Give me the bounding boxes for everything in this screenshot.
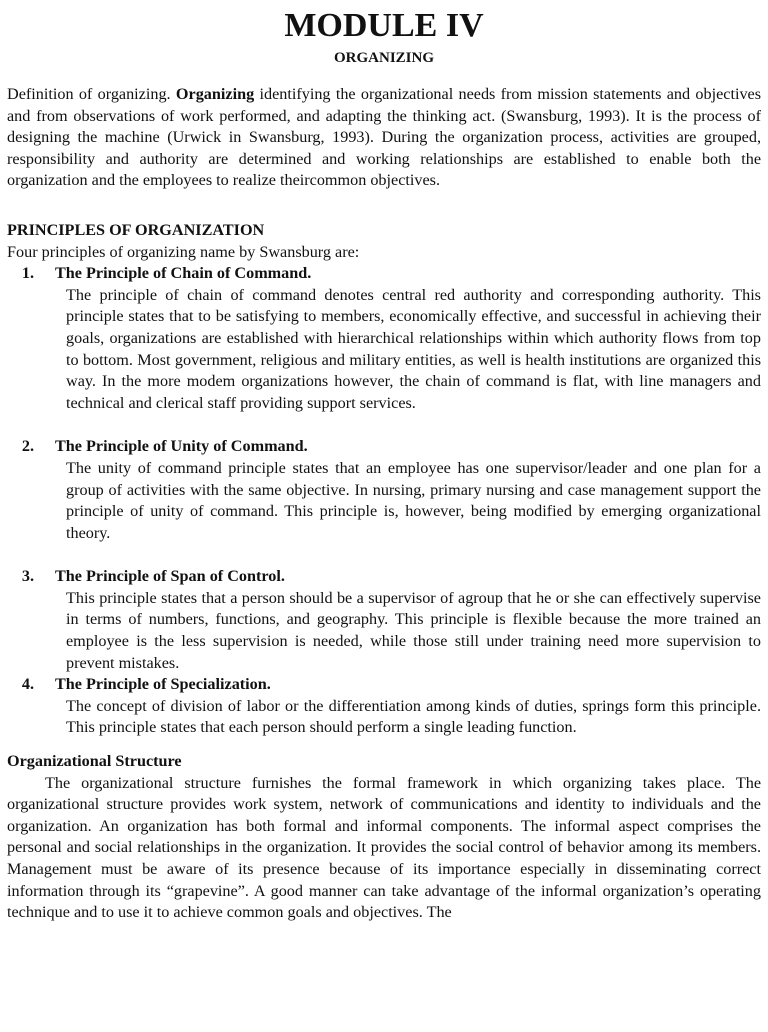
principle-title: The Principle of Specialization.	[55, 675, 271, 694]
definition-text: identifying the organizational needs from mission statements and objectives and from observations of work performed, and adapting the thinking act. (Swansburg, 1993). It is the process of designing the machine (Urwick in Swansburg, 1993). During the organization process, activities are grouped, responsibility and authority are determined and working relationships are established to enable both the organization and the employees to realize theircommon objectives.	[7, 85, 762, 190]
principle-heading	[7, 263, 761, 285]
structure-paragraph: The organizational structure furnishes the formal framework in which organizing takes place. The organizational structure provides work system, network of communications and identity to individuals and the organization. An organization has both formal and informal components. The informal aspect comprises the personal and social relationships in the organization. It provides the social control of behavior among its members. Management must be aware of its presence because of its importance especially in disseminating correct information through its “grapevine”. A good manner can take advantage of the informal organization’s operating technique and to use it to achieve common goals and objectives. The	[7, 773, 761, 922]
principles-heading: PRINCIPLES OF ORGANIZATION	[7, 220, 265, 239]
principle-heading	[7, 566, 761, 588]
principle-item	[7, 566, 761, 674]
principle-title: The Principle of Span of Control.	[55, 567, 285, 586]
definition-term: Organizing	[175, 85, 255, 103]
principle-title: The Principle of Chain of Command.	[55, 264, 312, 283]
principle-title: The Principle of Unity of Command.	[55, 437, 308, 456]
principle-number: 4.	[21, 675, 34, 694]
definition-paragraph	[7, 84, 761, 192]
principle-body: This principle states that a person should be a supervisor of agroup that he or she can effectively supervise in terms of numbers, functions, and geography. This principle is flexible because the more trained an employee is the less supervision is needed, while those still under training need more supervision to prevent mistakes.	[66, 588, 761, 672]
principle-number: 1.	[21, 264, 34, 283]
principles-list	[7, 263, 761, 739]
principle-item	[7, 263, 761, 414]
definition-lead: Definition of organizing.	[7, 85, 171, 103]
principle-heading	[7, 436, 761, 458]
module-subtitle: ORGANIZING	[333, 50, 434, 66]
principle-number: 2.	[21, 437, 34, 456]
principle-body: The principle of chain of command denotes central red authority and corresponding authority. This principle states that to be satisfying to members, economically effective, and successful in achieving their goals, organizations are established with hierarchical relationships within which authority flows from top to bottom. Most government, religious and military entities, as well is health institutions are organized this way. In the more modem organizations however, the chain of command is flat, with line managers and technical and clerical staff providing support services.	[66, 285, 761, 412]
structure-heading: Organizational Structure	[7, 752, 182, 771]
principle-item	[7, 436, 761, 544]
principle-item	[7, 674, 761, 739]
principles-intro: Four principles of organizing name by Swansburg are:	[7, 242, 360, 261]
principle-number: 3.	[21, 567, 34, 586]
principle-body: The unity of command principle states that an employee has one supervisor/leader and one plan for a group of activities with the same objective. In nursing, primary nursing and case management support the principle of unity of command. This principle is, however, being modified by emerging organizational theory.	[66, 458, 761, 542]
principle-heading	[7, 674, 761, 696]
module-title: MODULE IV	[284, 7, 484, 44]
document-page	[0, 8, 768, 1032]
principle-body: The concept of division of labor or the differentiation among kinds of duties, springs form this principle. This principle states that each person should perform a single leading function.	[66, 696, 761, 737]
